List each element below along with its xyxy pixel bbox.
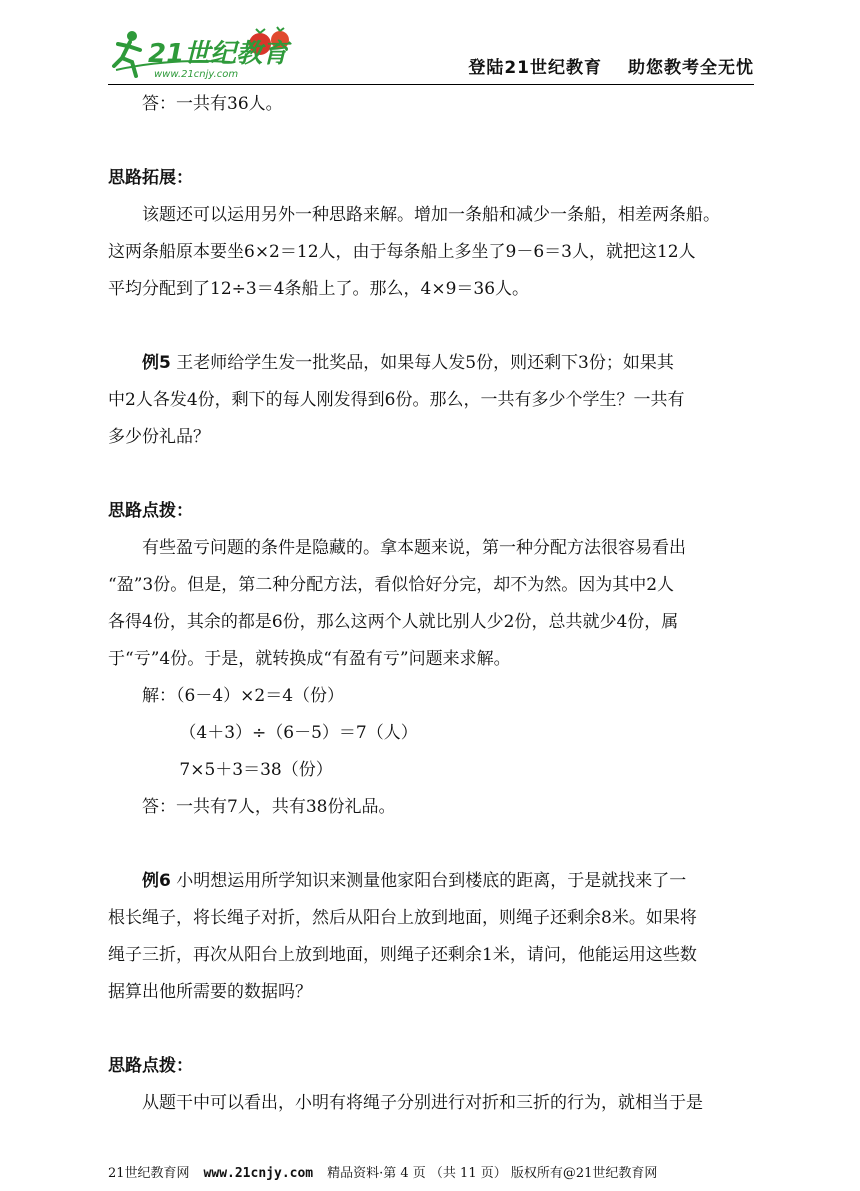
- footer-site: 21世纪教育网: [108, 1166, 190, 1181]
- header-slogan: [468, 53, 754, 78]
- paragraph-line: 多少份礼品？: [108, 427, 210, 447]
- page-footer: [108, 1162, 754, 1181]
- paragraph-line: “盈”3份。但是，第二种分配方法，看似恰好分完，却不为然。因为其中2人: [108, 575, 675, 595]
- answer-line: 答：一共有7人，共有38份礼品。: [142, 797, 396, 817]
- solution-line: 7×5＋3＝38（份）: [179, 760, 333, 780]
- answer-line: 答：一共有36人。: [142, 94, 283, 114]
- paragraph-line: 各得4份，其余的都是6份，那么这两个人就比别人少2份，总共就少4份，属: [108, 612, 679, 632]
- paragraph-line: 该题还可以运用另外一种思路来解。增加一条船和减少一条船，相差两条船。: [142, 205, 720, 225]
- page-header: [108, 22, 754, 85]
- example-text: 王老师给学生发一批奖品，如果每人发5份，则还剩下3份；如果其: [170, 353, 674, 373]
- paragraph-line: 这两条船原本要坐6×2＝12人，由于每条船上多坐了9－6＝3人，就把这12人: [108, 242, 696, 262]
- section-heading: 思路点拨：: [108, 1056, 193, 1076]
- solution-line: （4＋3）÷（6－5）＝7（人）: [179, 723, 418, 743]
- example-label: 例5: [142, 353, 171, 373]
- document-body: [108, 86, 754, 1122]
- slogan-right: 助您教考全无忧: [628, 58, 754, 78]
- example-text: 小明想运用所学知识来测量他家阳台到楼底的距离，于是就找来了一: [170, 871, 687, 891]
- paragraph-line: 根长绳子，将长绳子对折，然后从阳台上放到地面，则绳子还剩余8米。如果将: [108, 908, 697, 928]
- slogan-left: 登陆21世纪教育: [468, 58, 602, 78]
- footer-copyright: 版权所有@21世纪教育网: [510, 1166, 658, 1181]
- site-logo: [110, 22, 310, 82]
- paragraph-line: 中2人各发4份，剩下的每人刚发得到6份。那么，一共有多少个学生？一共有: [108, 390, 685, 410]
- example-5: [108, 345, 754, 382]
- svg-text:www.21cnjy.com: www.21cnjy.com: [154, 69, 239, 80]
- paragraph-line: 绳子三折，再次从阳台上放到地面，则绳子还剩余1米，请问，他能运用这些数: [108, 945, 697, 965]
- paragraph-line: 据算出他所需要的数据吗？: [108, 982, 312, 1002]
- section-heading: 思路拓展：: [108, 168, 193, 188]
- solution-line: 解：（6－4）×2＝4（份）: [142, 686, 345, 706]
- paragraph-line: 于“亏”4份。于是，就转换成“有盈有亏”问题来求解。: [108, 649, 511, 669]
- logo-graphic: [110, 22, 310, 82]
- example-6: [108, 863, 754, 900]
- footer-url[interactable]: www.21cnjy.com: [203, 1166, 314, 1181]
- paragraph-line: 从题干中可以看出，小明有将绳子分别进行对折和三折的行为，就相当于是: [142, 1093, 703, 1113]
- paragraph-line: 有些盈亏问题的条件是隐藏的。拿本题来说，第一种分配方法很容易看出: [142, 538, 686, 558]
- example-label: 例6: [142, 871, 171, 891]
- svg-text:21世纪教育: 21世纪教育: [148, 39, 289, 69]
- footer-page-info: 精品资料·第 4 页 （共 11 页）: [327, 1166, 507, 1181]
- section-heading: 思路点拨：: [108, 501, 193, 521]
- paragraph-line: 平均分配到了12÷3＝4条船上了。那么，4×9＝36人。: [108, 279, 530, 299]
